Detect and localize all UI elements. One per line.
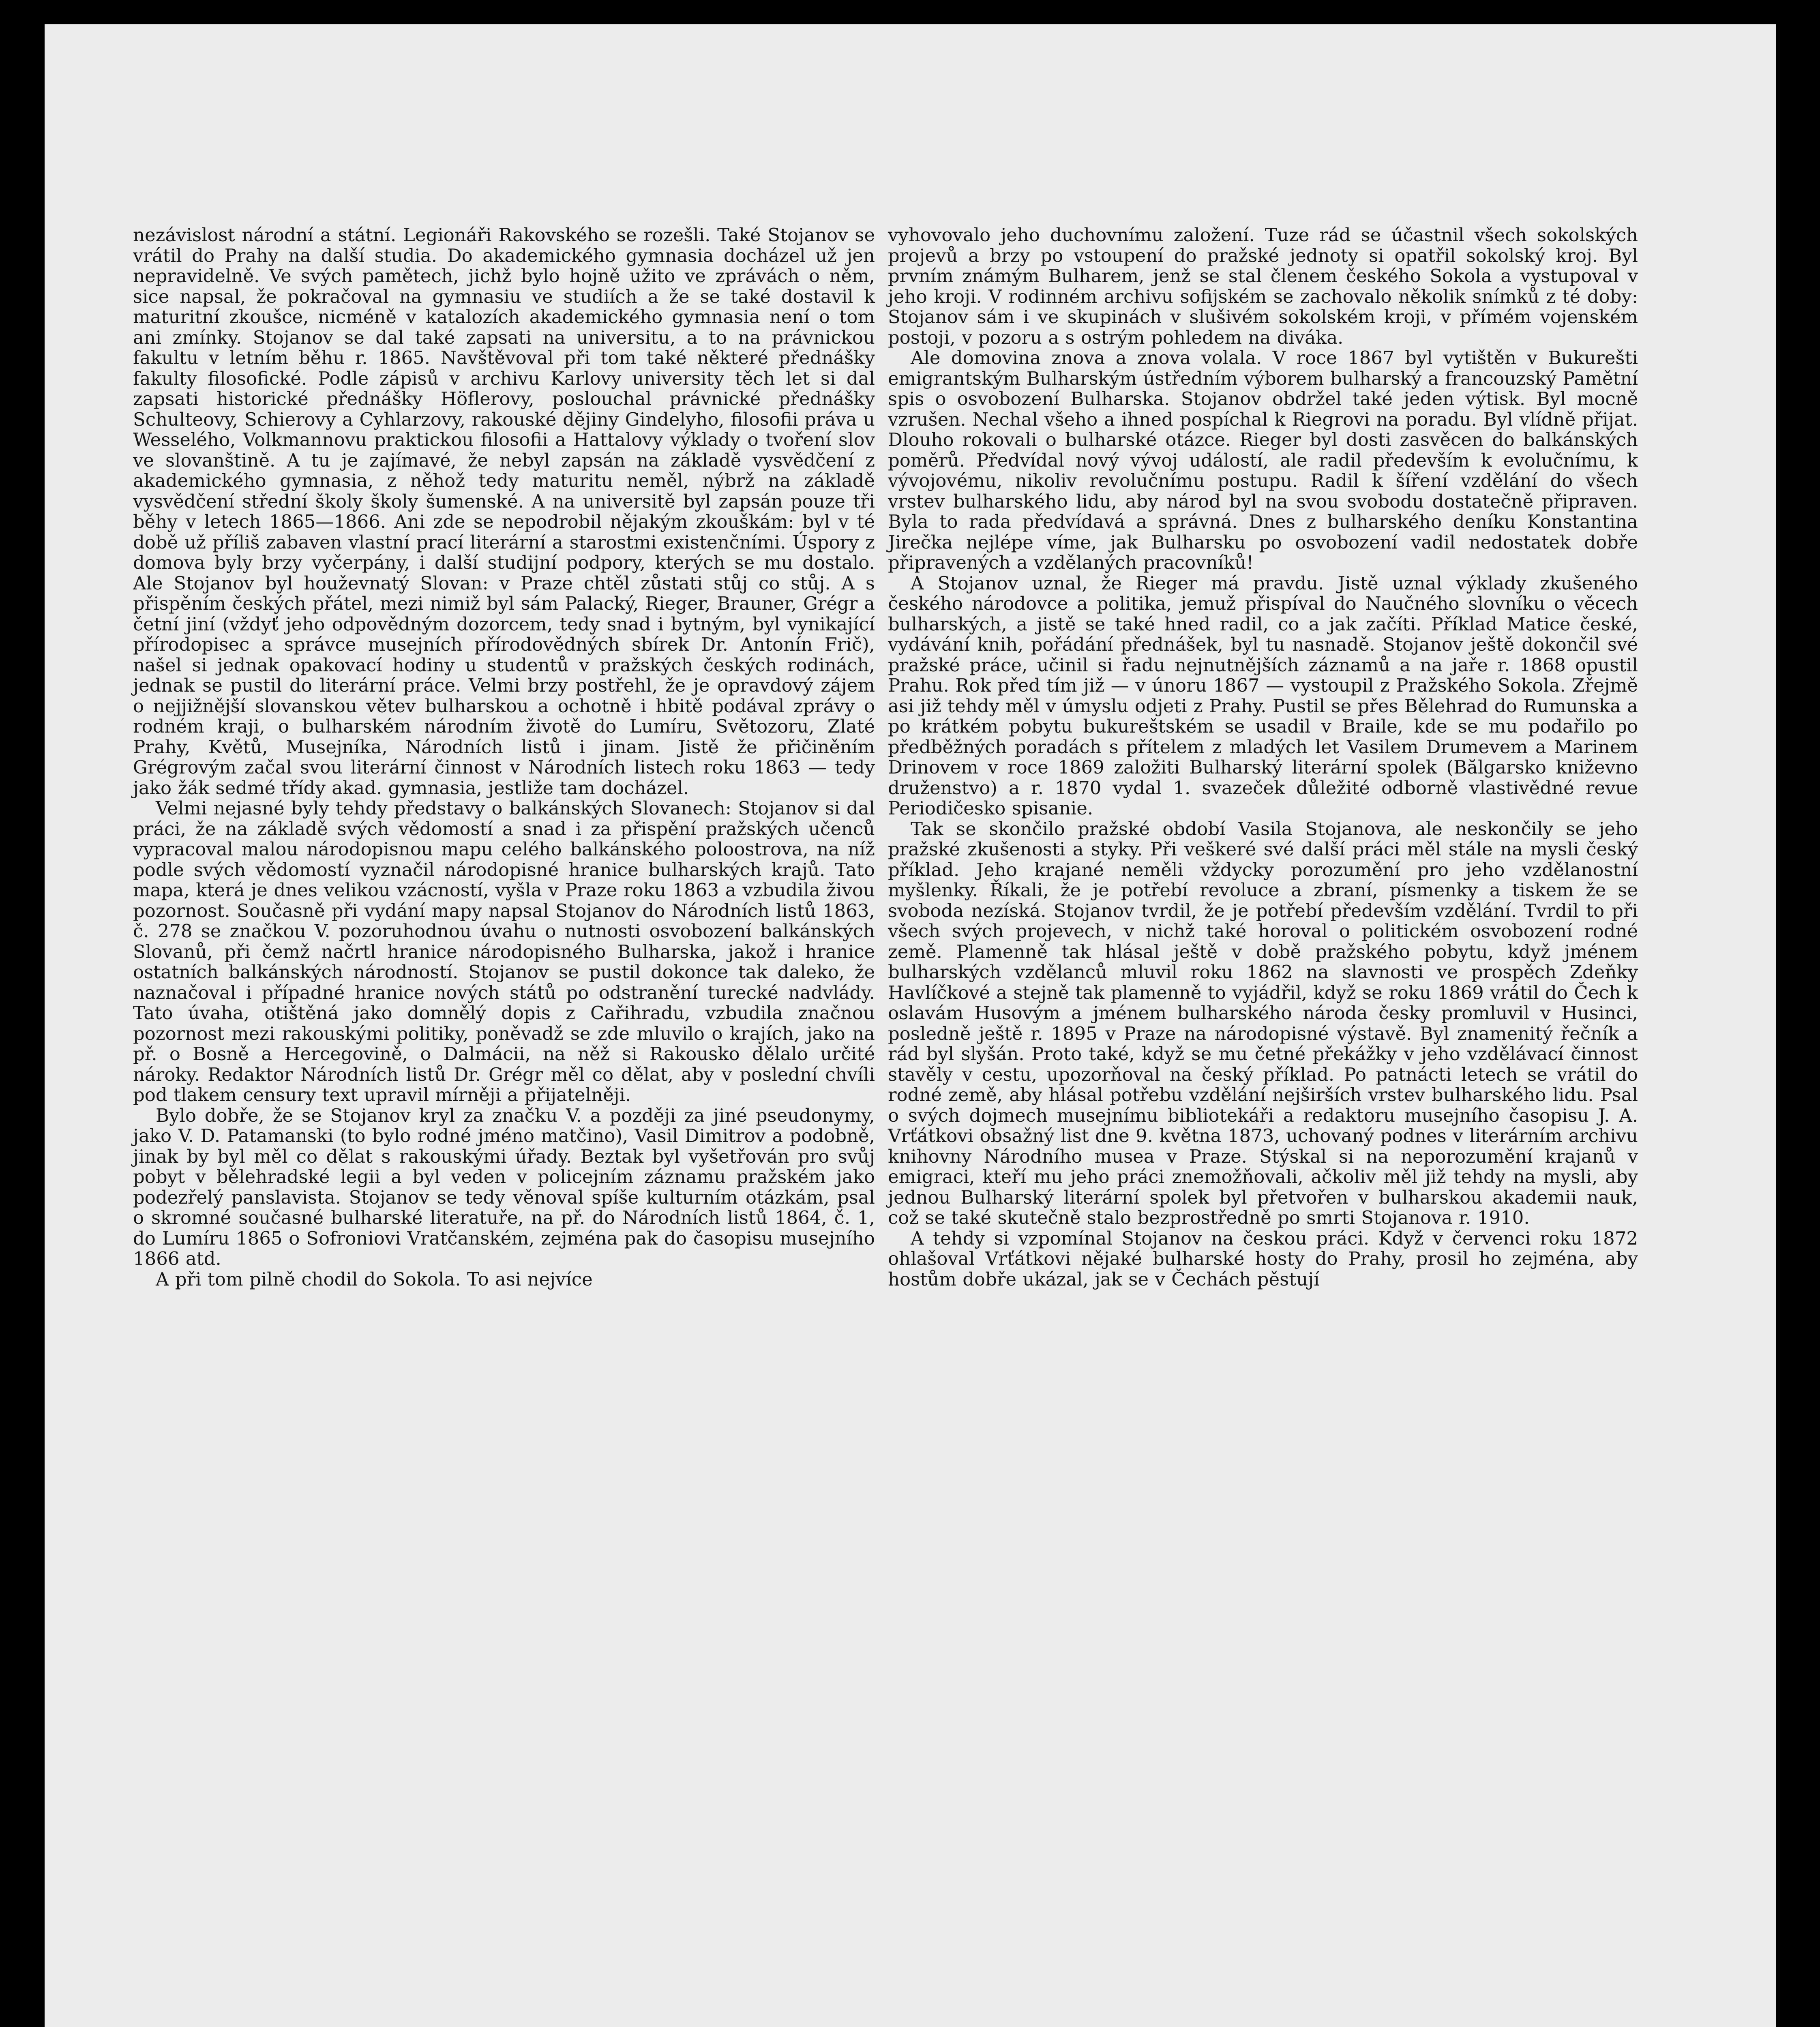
paragraph: A Stojanov uznal, že Rieger má pravdu. Jistě uznal výklady zkušeného českého národovce a politika, jemuž přispíval do Naučného slovníku o věcech bulharských, a jistě se také hned radil, co a jak začíti. Příklad Matice české, vydávání knih, pořádání přednášek, byl tu nasnadě. Stojanov ještě dokončil své pražské práce, učinil si řadu nejnutnějších záznamů a na jaře r. 1868 opustil Prahu. Rok před tím již — v únoru 1867 — vystoupil z Pražského Sokola. Zřejmě asi již tehdy měl v úmyslu odjeti z Prahy. Pustil se přes Bělehrad do Rumunska a po krátkém pobytu bukureštském se usadil v Braile, kde se mu podařilo po předběžných poradách s přítelem z mladých let Vasilem Drumevem a Marinem Drinovem v roce 1869 založiti Bulharský literární spolek (Bălgarsko kniževno druženstvo) a r. 1870 vydal 1. svazeček důležité odborně vlastivědné revue Periodičesko spisanie. <box>888 572 1638 819</box>
paragraph: Velmi nejasné byly tehdy představy o balkánských Slovanech: Stojanov si dal práci, že na základě svých vědomostí a snad i za přispění pražských učenců vypracoval malou národopisnou mapu celého balkánského poloostrova, na níž podle svých vědomostí vyznačil národopisné hranice bulharských krajů. Tato mapa, která je dnes velikou vzácností, vyšla v Praze roku 1863 a vzbudila živou pozornost. Současně při vydání mapy napsal Stojanov do Národních listů 1863, č. 278 se značkou V. pozoruhodnou úvahu o nutnosti osvobození balkánských Slovanů, při čemž načrtl hranice národopisného Bulharska, jakož i hranice ostatních balkánských národností. Stojanov se pustil dokonce tak daleko, že naznačoval i případné hranice nových států po odstranění turecké nadvlády. Tato úvaha, otištěná jako domnělý dopis z Cařihradu, vzbudila značnou pozornost mezi rakouskými politiky, poněvadž se zde mluvilo o krajích, jako na př. o Bosně a Hercegovině, o Dalmácii, na něž si Rakousko dělalo určité nároky. Redaktor Národních listů Dr. Grégr měl co dělat, aby v poslední chvíli pod tlakem censury text upravil mírněji a přijatelněji. <box>133 797 875 1106</box>
paragraph: vyhovovalo jeho duchovnímu založení. Tuze rád se účastnil všech sokolských projevů a brzy po vstoupení do pražské jednoty si opatřil sokolský kroj. Byl prvním známým Bulharem, jenž se stal členem českého Sokola a vystupoval v jeho kroji. V rodinném archivu sofijském se zachovalo několik snímků z té doby: Stojanov sám i ve skupinách v slušivém sokolském kroji, v přímém vojenském postoji, v pozoru a s ostrým pohledem na diváka. <box>888 224 1638 348</box>
paragraph: A při tom pilně chodil do Sokola. To asi nejvíce <box>156 1268 593 1290</box>
paragraph: Tak se skončilo pražské období Vasila Stojanova, ale neskončily se jeho pražské zkušenosti a styky. Při veškeré své další práci měl stále na mysli český příklad. Jeho krajané neměli vždycky porozumění pro jeho vzdělanostní myšlenky. Říkali, že je potřebí revoluce a zbraní, písmenky a tiskem že se svoboda nezíská. Stojanov tvrdil, že je potřebí především vzdělání. Tvrdil to při všech svých projevech, v nichž také horoval o politickém osvobození rodné země. Plamenně tak hlásal ještě v době pražského pobytu, když jménem bulharských vzdělanců mluvil roku 1862 na slavnosti ve prospěch Zdeňky Havlíčkové a stejně tak plamenně to vyjádřil, když se roku 1869 vrátil do Čech k oslavám Husovým a jménem bulharského národa česky promluvil v Husinci, posledně ještě r. 1895 v Praze na národopisné výstavě. Byl znamenitý řečník a rád byl slyšán. Proto také, když se mu četné překážky v jeho vzdělávací činnost stavěly v cestu, upozorňoval na český příklad. Po patnácti letech se vrátil do rodné země, aby hlásal potřebu vzdělání nejširších vrstev bulharského lidu. Psal o svých dojmech musejnímu bibliotekáři a redaktoru musejního časopisu J. A. Vrťátkovi obsažný list dne 9. května 1873, uchovaný podnes v literárním archivu knihovny Národního musea v Praze. Stýskal si na neporozumění krajanů v emigraci, kteří mu jeho práci znemožňovali, ačkoliv měl již tehdy na mysli, aby jednou Bulharský literární spolek byl přetvořen v bulharskou akademii nauk, což se také skutečně stalo bezprostředně po smrti Stojanova r. 1910. <box>888 818 1638 1228</box>
scanned-page <box>45 24 1776 2027</box>
left-text-column <box>133 225 875 1290</box>
paragraph: nezávislost národní a státní. Legionáři Rakovského se rozešli. Také Stojanov se vrátil do Prahy na další studia. Do akademického gymnasia docházel už jen nepravidelně. Ve svých pamětech, jichž bylo hojně užito ve zprávách o něm, sice napsal, že pokračoval na gymnasiu ve studiích a že se také dostavil k maturitní zkoušce, nicméně v katalozích akademického gymnasia není o tom ani zmínky. Stojanov se dal také zapsati na universitu, a to na právnickou fakultu v letním běhu r. 1865. Navštěvoval při tom také některé přednášky fakulty filosofické. Podle zápisů v archivu Karlovy university těch let si dal zapsati historické přednášky Höflerovy, poslouchal právnické přednášky Schulteovy, Schierovy a Cyhlarzovy, rakouské dějiny Gindelyho, filosofii práva u Wesselého, Volkmannovu praktickou filosofii a Hattalovy výklady o tvoření slov ve slovanštině. A tu je zajímavé, že nebyl zapsán na základě vysvědčení z akademického gymnasia, z něhož tedy maturitu neměl, nýbrž na základě vysvědčení střední školy školy šumenské. A na universitě byl zapsán pouze tři běhy v letech 1865—1866. Ani zde se nepodrobil nějakým zkouškám: byl v té době už příliš zabaven vlastní prací literární a starostmi existenčními. Úspory z domova byly brzy vyčerpány, i další studijní podpory, kterých se mu dostalo. Ale Stojanov byl houževnatý Slovan: v Praze chtěl zůstati stůj co stůj. A s přispěním českých přátel, mezi nimiž byl sám Palacký, Rieger, Brauner, Grégr a četní jiní (vždyť jeho odpovědným dozorcem, tedy snad i bytným, byl vynikající přírodopisec a správce musejních přírodovědných sbírek Dr. Antonín Frič), našel si jednak opakovací hodiny u studentů v pražských českých rodinách, jednak se pustil do literární práce. Velmi brzy postřehl, že je opravdový zájem o nejjižnější slovanskou větev bulharskou a ochotně i hbitě podával zprávy o rodném kraji, o bulharském národním životě do Lumíru, Světozoru, Zlaté Prahy, Květů, Musejníka, Národních listů i jinam. Jistě že přičiněním Grégrovým začal svou literární činnost v Národních listech roku 1863 — tedy jako žák sedmé třídy akad. gymnasia, jestliže tam docházel. <box>133 224 875 799</box>
paragraph: A tehdy si vzpomínal Stojanov na českou práci. Když v červenci roku 1872 ohlašoval Vrťátkovi nějaké bulharské hosty do Prahy, prosil ho zejména, aby hostům dobře ukázal, jak se v Čechách pěstují <box>888 1227 1638 1290</box>
right-text-column <box>888 225 1638 1290</box>
paragraph: Ale domovina znova a znova volala. V roce 1867 byl vytištěn v Bukurešti emigrantským Bulharským ústředním výborem bulharský a francouzský Pamětní spis o osvobození Bulharska. Stojanov obdržel také jeden výtisk. Byl mocně vzrušen. Nechal všeho a ihned pospíchal k Riegrovi na poradu. Byl vlídně přijat. Dlouho rokovali o bulharské otázce. Rieger byl dosti zasvěcen do balkánských poměrů. Předvídal nový vývoj událostí, ale radil především k evolučnímu, k vývojovému, nikoliv revolučnímu postupu. Radil k šíření vzdělání do všech vrstev bulharského lidu, aby národ byl na svou svobodu dostatečně připraven. Byla to rada předvídavá a správná. Dnes z bulharského deníku Konstantina Jirečka nejlépe víme, jak Bulharsku po osvobození vadil nedostatek dobře připravených a vzdělaných pracovníků! <box>888 347 1638 573</box>
paragraph: Bylo dobře, že se Stojanov kryl za značku V. a později za jiné pseudonymy, jako V. D. Patamanski (to bylo rodné jméno matčino), Vasil Dimitrov a podobně, jinak by byl měl co dělat s rakouskými úřady. Beztak byl vyšetřován pro svůj pobyt v bělehradské legii a byl veden v policejním záznamu pražském jako podezřelý panslavista. Stojanov se tedy věnoval spíše kulturním otázkám, psal o skromné současné bulharské literatuře, na př. do Národních listů 1864, č. 1, do Lumíru 1865 o Sofroniovi Vratčanském, zejména pak do časopisu musejního 1866 atd. <box>133 1104 875 1269</box>
